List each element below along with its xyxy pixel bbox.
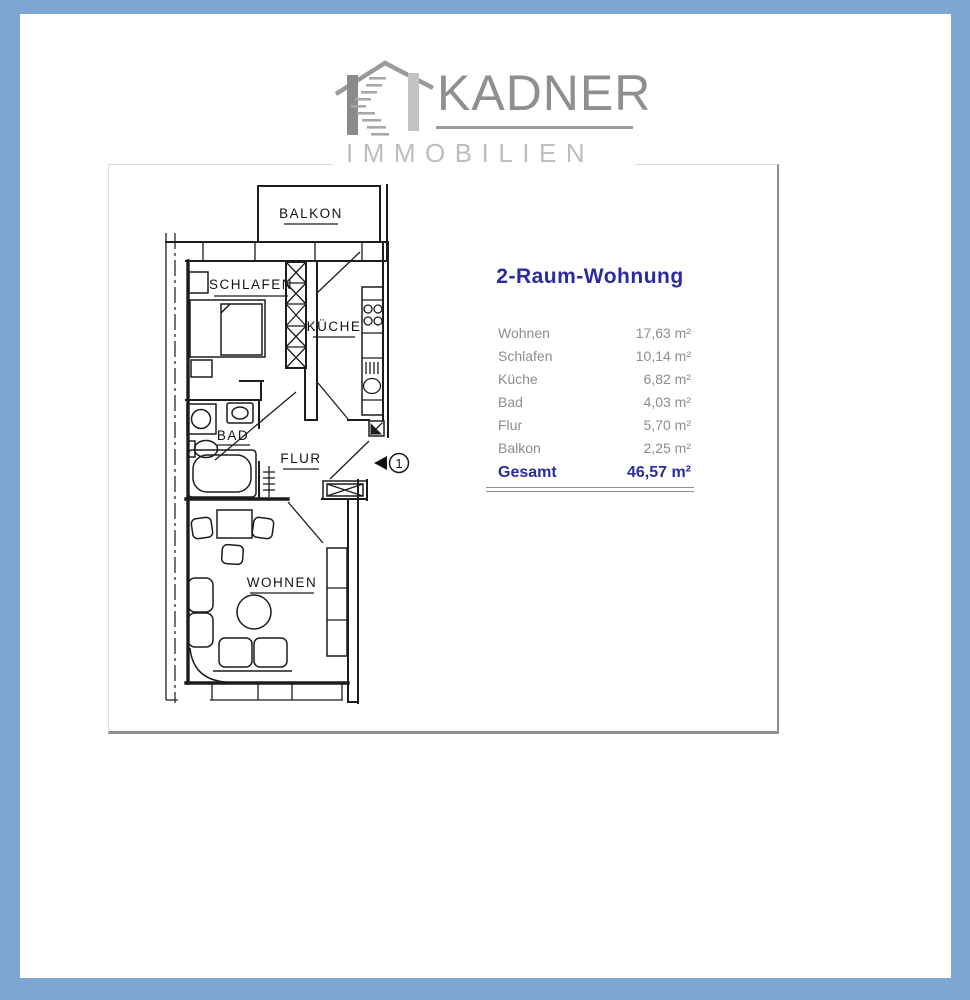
brand-subtitle: IMMOBILIEN	[346, 138, 595, 168]
kueche-label: KÜCHE	[306, 319, 362, 334]
brand-underline	[436, 126, 633, 129]
total-double-rule	[486, 487, 694, 492]
room-flur	[263, 451, 322, 497]
entrance-number: 1	[395, 456, 403, 471]
chair	[221, 544, 243, 564]
table-row	[486, 345, 694, 368]
room-label: Küche	[498, 371, 538, 387]
entrance-direction-icon	[374, 456, 387, 470]
cistern	[227, 403, 253, 423]
flur-label: FLUR	[280, 451, 322, 466]
cabinet-row	[327, 548, 347, 656]
sofa	[213, 638, 292, 671]
room-area: 2,25 m²	[643, 440, 691, 456]
door-mat	[323, 481, 367, 499]
heater-box	[369, 421, 384, 436]
room-wohnen	[188, 510, 347, 682]
schlafen-label: SCHLAFEN	[208, 277, 294, 292]
room-area: 17,63 m²	[635, 325, 691, 341]
total-label: Gesamt	[498, 464, 557, 481]
boundary-lines	[166, 233, 178, 703]
bathtub	[188, 450, 256, 497]
room-label: Schlafen	[498, 348, 553, 364]
kitchen-sink	[364, 362, 381, 394]
outer-walls	[166, 185, 388, 703]
panel-title: 2-Raum-Wohnung	[496, 265, 684, 288]
table-row	[486, 437, 694, 460]
bed	[190, 300, 265, 357]
nightstand	[189, 272, 208, 293]
room-bad	[187, 403, 256, 497]
area-rows	[486, 322, 694, 460]
table-row	[486, 368, 694, 391]
stove	[364, 305, 382, 325]
house-logo-icon	[333, 57, 435, 145]
table-row	[486, 322, 694, 345]
room-area: 6,82 m²	[643, 371, 691, 387]
entrance	[323, 421, 409, 499]
total-area: 46,57 m²	[626, 464, 691, 481]
interior-walls	[186, 262, 369, 499]
brand-name: KADNER	[437, 65, 652, 121]
area-panel	[486, 263, 694, 492]
bad-label: BAD	[216, 428, 250, 443]
wohnen-label: WOHNEN	[246, 575, 318, 590]
room-label: Flur	[498, 417, 523, 433]
nightstand	[191, 360, 212, 377]
room-label: Wohnen	[498, 325, 550, 341]
room-label: Balkon	[498, 440, 541, 456]
balkon-label: BALKON	[279, 206, 343, 221]
room-balkon	[258, 186, 380, 242]
total-row	[486, 462, 694, 484]
logo	[333, 55, 652, 168]
room-kueche	[307, 287, 383, 415]
table-row	[486, 391, 694, 414]
room-area: 5,70 m²	[643, 417, 691, 433]
armchair	[188, 613, 213, 647]
room-area: 4,03 m²	[643, 394, 691, 410]
dining-table	[217, 510, 252, 538]
armchair	[188, 578, 213, 612]
round-table	[237, 595, 271, 629]
room-schlafen	[189, 272, 293, 377]
radiator	[263, 466, 275, 497]
table-row	[486, 414, 694, 437]
chair	[191, 517, 214, 540]
room-label: Bad	[498, 394, 523, 410]
room-area: 10,14 m²	[635, 348, 691, 364]
washbasin	[187, 404, 216, 434]
chair	[252, 517, 275, 540]
